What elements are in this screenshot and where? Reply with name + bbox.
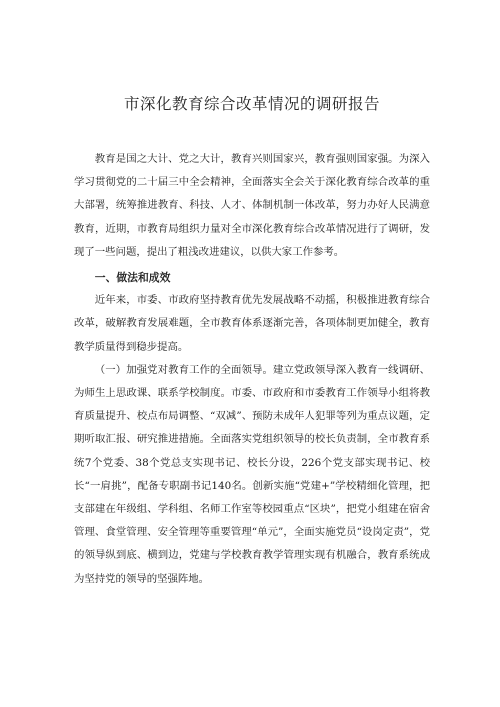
section-paragraph-2: （一）加强党对教育工作的全面领导。建立党政领导深入教育一线调研、为师生上思政课、联系学校制度。市委、市政府和市委教育工作领导小组将教育质量提升、校点布局调整、“双减”、预防未成年人犯罪等列为重点议题，定期听取汇报、研究推进措施。全面落实党组织领导的校长负责制，全市教育系统7个党委、38个党总支实现书记、校长分设，226个党支部实现书记、校长“一肩挑”，配备专职副书记140名。创新实施“党建+”学校精细化管理，把支部建在年级组、学科组、名师工作室等校园重点“区块”，把党小组建在宿舍管理、食堂管理、安全管理等重要管理“单元”，全面实施党员“设岗定责”，党的领导纵到底、横到边，党建与学校教育教学管理实现有机融合，教育系统成为坚持党的领导的坚强阵地。	[74, 363, 430, 585]
document-title: 市深化教育综合改革情况的调研报告	[123, 95, 380, 113]
document-page	[74, 0, 430, 591]
section-heading: 一、做法和成效	[94, 271, 171, 285]
intro-paragraph: 教育是国之大计、党之大计，教育兴则国家兴，教育强则国家强。为深入学习贯彻党的二十届三中全会精神，全面落实全会关于深化教育综合改革的重大部署，统筹推进教育、科技、人才、体制机制一体改革，努力办好人民满意教育，近期，市教育局组织力量对全市深化教育综合改革情况进行了调研，发现了一些问题，提出了粗浅改进建议，以供大家工作参考。	[74, 153, 430, 258]
section-paragraph-1: 近年来，市委、市政府坚持教育优先发展战略不动摇，积极推进教育综合改革，破解教育发展难题，全市教育体系逐渐完善，各项体制更加健全，教育教学质量得到稳步提高。	[74, 294, 430, 353]
